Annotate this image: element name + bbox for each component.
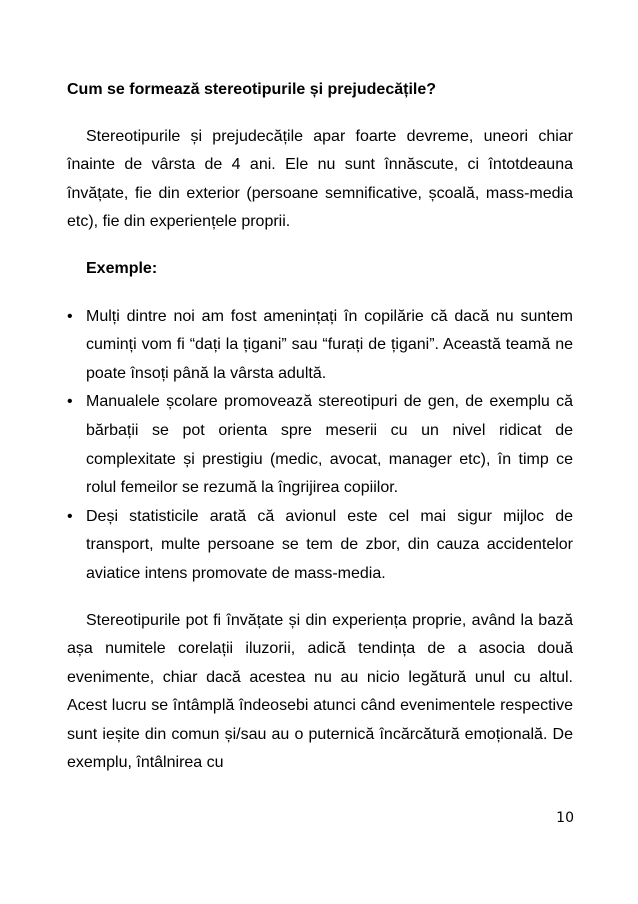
- list-item: [67, 388, 573, 502]
- body-paragraph: Stereotipurile pot fi învățate și din experiența proprie, având la bază așa numitele corelații iluzorii, adică tendința de a asocia două evenimente, chiar dacă acestea nu au nicio legătură unul cu altul. Acest lucru se întâmplă îndeosebi atunci când evenimentele respective sunt ieșite din comun și/sau au o puternică încărcătură emoțională. De exemplu, întâlnirea cu: [67, 611, 573, 772]
- bullet-icon: •: [67, 393, 73, 411]
- document-page: [67, 76, 573, 778]
- bullet-icon: •: [67, 307, 73, 325]
- examples-list: [67, 303, 573, 589]
- list-item-text: Mulți dintre noi am fost amenințați în copilărie că dacă nu suntem cuminți vom fi “dați la țigani” sau “furați de țigani”. Această teamă ne poate însoți până la vârsta adultă.: [86, 307, 573, 382]
- page-number: 10: [556, 810, 574, 826]
- list-item: [67, 503, 573, 589]
- list-item-text: Manualele școlare promovează stereotipuri de gen, de exemplu că bărbații se pot orienta spre meserii cu un nivel ridicat de complexitate și prestigiu (medic, avocat, manager etc), în timp ce rolul femeilor se rezumă la îngrijirea copiilor.: [86, 393, 573, 497]
- list-item: [67, 303, 573, 389]
- intro-paragraph: Stereotipurile și prejudecățile apar foarte devreme, uneori chiar înainte de vârsta de 4 ani. Ele nu sunt înnăscute, ci întotdeauna învățate, fie din exterior (persoane semnificative, școală, mass-media etc), fie din experiențele proprii.: [67, 127, 573, 231]
- examples-label: Exemple:: [86, 259, 158, 277]
- list-item-text: Deși statisticile arată că avionul este cel mai sigur mijloc de transport, multe persoane se tem de zbor, din cauza accidentelor aviatice intens promovate de mass-media.: [86, 507, 573, 582]
- bullet-icon: •: [67, 507, 73, 525]
- section-heading: Cum se formează stereotipurile și prejudecățile?: [67, 81, 437, 98]
